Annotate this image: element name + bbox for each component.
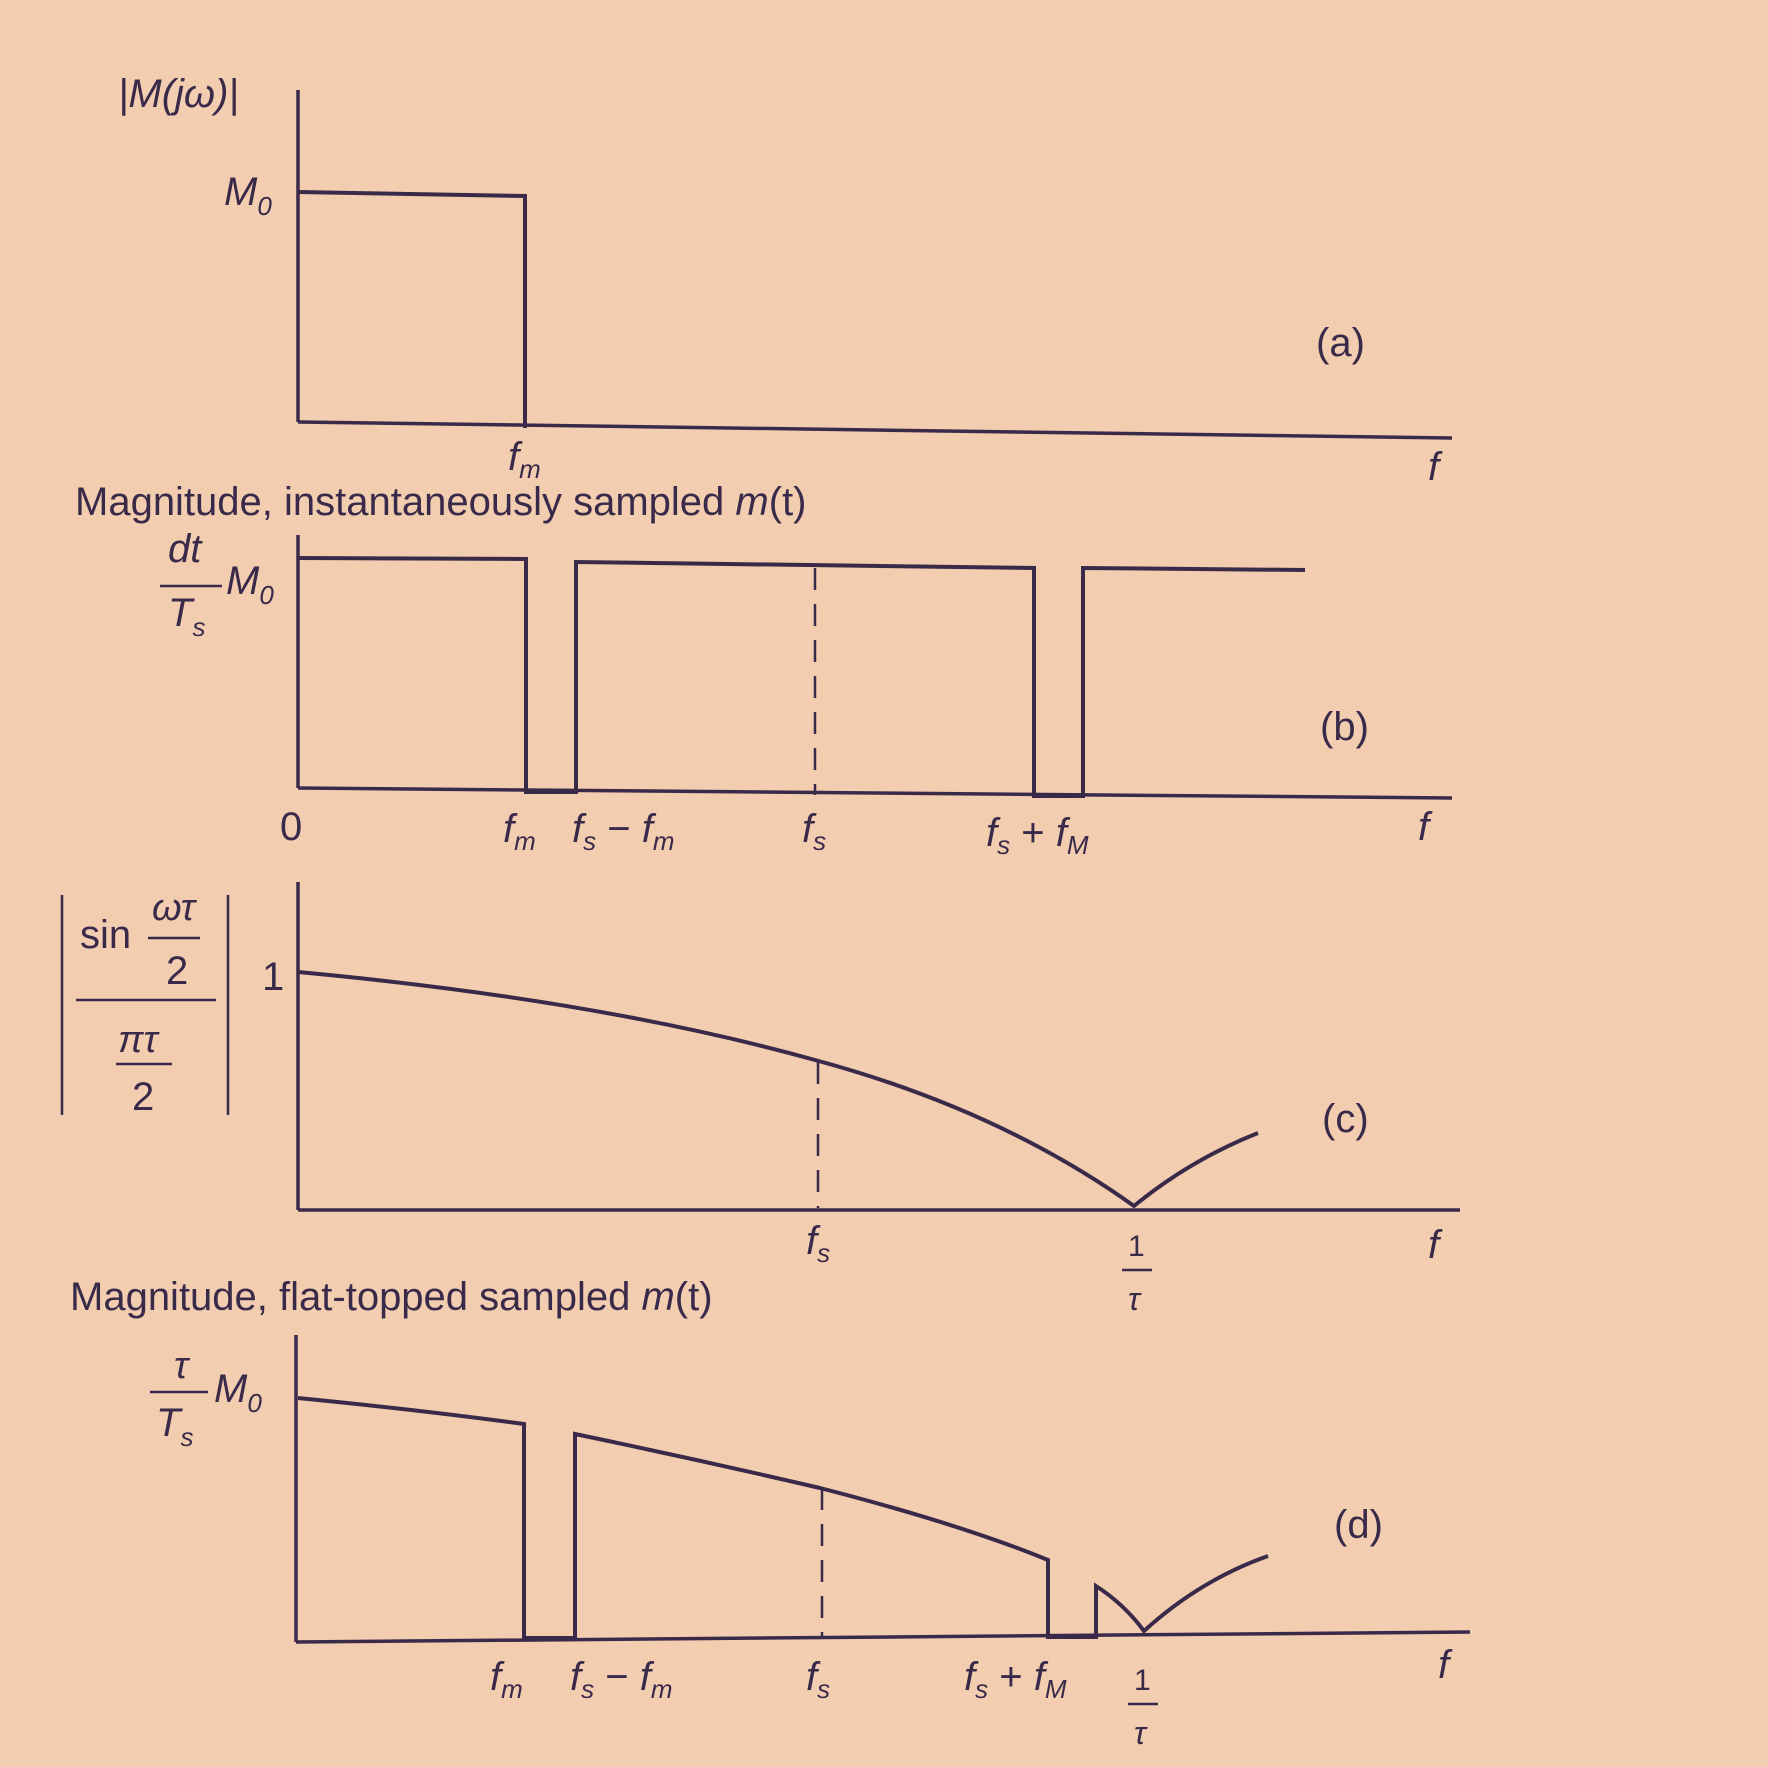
panel-c-ylabel-two-top: 2 [166,949,189,993]
panel-a-spectrum-line [298,192,525,428]
panel-d-xtick-fs: $f_s$ [806,1655,831,1704]
panel-c-sinc-curve [298,972,1258,1206]
panel-d-xtick-one: 1 [1134,1664,1151,1697]
panel-b-spectrum-line [298,558,1305,796]
panel-a-xtick-fm: $f_m$ [508,435,541,484]
panel-c-xtick-one: 1 [1128,1230,1145,1263]
panel-c-ytick-1: 1 [262,955,285,999]
panel-b-ylabel-num: dt [168,527,202,571]
panel-b-xtick-0: 0 [280,805,303,849]
panel-a-xlabel: f [1428,445,1440,489]
panel-b-label: (b) [1320,705,1369,749]
panel-d-label: (d) [1334,1503,1383,1547]
panel-b [75,480,1452,860]
panel-d-xtick-fs-plus-fm: $f_s + f_M$ [964,1655,1067,1704]
panel-d [70,1275,1470,1751]
panel-b-ylabel-den: $T_s$ [168,591,206,642]
panel-c-xlabel: f [1428,1223,1440,1267]
panel-a-ylabel: |M(jω)| [118,72,239,116]
panel-c-xtick-fs: $f_s$ [806,1219,831,1268]
panel-b-x-axis [298,788,1452,798]
panel-b-ylabel-m0: $M_0$ [226,559,274,610]
panel-d-ylabel-m0: $M_0$ [214,1367,262,1418]
panel-d-ylabel-num: τ [174,1345,189,1387]
panel-c-ylabel-pitau: πτ [118,1019,158,1061]
panel-d-xtick-tau: τ [1134,1715,1146,1751]
panel-d-x-axis [296,1632,1470,1642]
panel-d-xlabel: f [1438,1643,1450,1687]
panel-c-xtick-tau: τ [1128,1281,1140,1317]
panel-c [62,882,1460,1317]
panel-c-ylabel-two-bottom: 2 [132,1075,155,1119]
panel-a [118,72,1452,489]
panel-c-ylabel-omegatau: ωτ [152,887,195,929]
panel-d-spectrum-line [298,1398,1268,1638]
panel-d-ylabel-den: $T_s$ [156,1401,194,1452]
panel-b-xtick-fs-plus-fm: $f_s + f_M$ [986,811,1089,860]
panel-c-label: (c) [1322,1097,1369,1141]
panel-b-title: Magnitude, instantaneously sampled m(t) [75,480,807,524]
panel-d-xtick-fs-minus-fm: $f_s - f_m$ [570,1655,673,1704]
panel-a-label: (a) [1316,321,1365,365]
panel-b-xtick-fs: $f_s$ [802,807,827,856]
panel-d-title: Magnitude, flat-topped sampled m(t) [70,1275,713,1319]
panel-a-x-axis [298,422,1452,438]
panel-c-ylabel-sin: sin [80,913,132,957]
panel-a-ytick-m0: $M_0$ [224,170,272,221]
panel-b-xtick-fm: $f_m$ [503,807,536,856]
panel-b-xtick-fs-minus-fm: $f_s - f_m$ [572,807,675,856]
panel-b-xlabel: f [1418,805,1430,849]
panel-d-xtick-fm: $f_m$ [490,1655,523,1704]
